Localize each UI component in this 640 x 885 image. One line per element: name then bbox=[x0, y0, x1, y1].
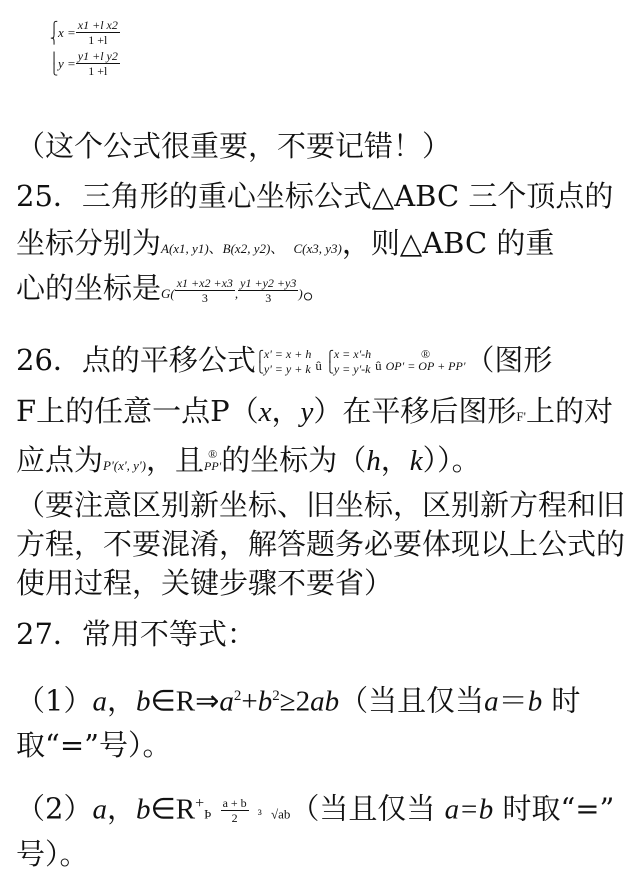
formula-y-row bbox=[50, 49, 120, 78]
ineq-1-cond-b: b bbox=[527, 685, 543, 718]
ineq-2-a: a bbox=[92, 793, 107, 826]
separator-1: 、 bbox=[208, 241, 223, 257]
ineq-1-ab: ab bbox=[310, 685, 340, 718]
brace-sys1-icon: ⎧ ⎩ bbox=[255, 350, 265, 374]
centroid-y-fraction bbox=[238, 276, 298, 305]
item-26-label: 26．点的平移公式 bbox=[16, 343, 256, 377]
ineq-1-tail-2: 时 bbox=[551, 683, 581, 718]
centroid-suffix: ) bbox=[298, 286, 303, 301]
inequality-1-line-1 bbox=[16, 678, 580, 720]
system-1-eq-b: y' = y + k bbox=[263, 362, 311, 376]
centroid-y-numerator: y1 +y2 +y3 bbox=[240, 275, 297, 290]
centroid-prefix: G( bbox=[161, 286, 175, 301]
ineq-1-b-squared: b bbox=[257, 685, 273, 718]
shift-h: h bbox=[366, 445, 381, 477]
item-26-l3-comma: ， bbox=[380, 443, 410, 477]
ineq-2-sqrt: √ab bbox=[271, 806, 291, 822]
item-26-l2-comma: ， bbox=[271, 394, 301, 428]
brace-sys2-icon: ⎧ ⎩ bbox=[325, 350, 335, 374]
item-25-line-2 bbox=[16, 225, 554, 267]
item-26-l2-c: 上的对 bbox=[526, 394, 614, 428]
formula-y-denominator: 1 +l bbox=[88, 64, 108, 78]
item-25-line-2-tail: ，则△ABC 的重 bbox=[341, 226, 555, 260]
inequality-2-line-1 bbox=[16, 786, 614, 833]
ineq-2-prefix: （2） bbox=[16, 791, 93, 826]
vector-equation-text: OP' = OP + PP' bbox=[385, 359, 466, 373]
centroid-y-denominator: 3 bbox=[265, 290, 272, 305]
ineq-2-denominator: 2 bbox=[231, 811, 238, 826]
item-26-l2-b: ）在平移后图形 bbox=[313, 394, 517, 428]
note-2-line-2: 方程，不要混淆，解答题务必要体现以上公式的 bbox=[16, 527, 626, 561]
formula-y-numerator: y1 +l y2 bbox=[77, 49, 118, 63]
ineq-1-mid: ∈R⇒ bbox=[150, 685, 220, 718]
item-25-line-1: 25．三角形的重心坐标公式△ABC 三个顶点的 bbox=[16, 179, 614, 213]
shift-k: k bbox=[409, 445, 423, 477]
item-26-l3-d: ））。 bbox=[422, 443, 481, 477]
vector-pp-prime bbox=[204, 438, 221, 484]
item-26-l2-a: F上的任意一点P（ bbox=[16, 394, 259, 428]
ineq-1-a-squared: a bbox=[219, 685, 234, 718]
formula-x-numerator: x1 +l x2 bbox=[77, 18, 118, 32]
item-26-l3-c: 的坐标为（ bbox=[221, 443, 367, 477]
equivalence-icon-1: û bbox=[315, 358, 322, 373]
centroid-x-numerator: x1 +x2 +x3 bbox=[176, 275, 233, 290]
equivalence-icon-2: û bbox=[375, 358, 382, 373]
centroid-label: 心的坐标是 bbox=[16, 271, 162, 305]
vector-pp-mark-icon: ® bbox=[208, 447, 218, 461]
ineq-2-tail-2: 时取“=” bbox=[502, 791, 615, 826]
item-27-label: 27．常用不等式： bbox=[16, 617, 256, 651]
vector-mark-icon: ® bbox=[420, 347, 431, 361]
ineq-1-tail: （当且仅当 bbox=[339, 683, 485, 718]
formula-x-denominator: 1 +l bbox=[88, 33, 108, 47]
vector-equation bbox=[386, 338, 466, 384]
system-2-eq-b: y = y'-k bbox=[333, 362, 371, 376]
item-26-l3-b: ，且 bbox=[146, 443, 205, 477]
item-25-line-3-tail: 。 bbox=[302, 271, 332, 305]
centroid-x-denominator: 3 bbox=[201, 290, 208, 305]
ineq-1-b: b bbox=[135, 685, 151, 718]
ineq-1-cond-a: a bbox=[484, 685, 499, 718]
centroid-comma: , bbox=[234, 286, 239, 301]
note-important: （这个公式很重要，不要记错！） bbox=[16, 129, 452, 163]
vertex-c: C(x3, y3) bbox=[293, 241, 342, 256]
system-2-eq-a: x = x'-h bbox=[333, 347, 372, 361]
point-x: x bbox=[258, 396, 272, 428]
formula-y-lhs: y = bbox=[58, 55, 76, 71]
item-26-line-2 bbox=[16, 393, 613, 435]
vertex-a: A(x1, y1) bbox=[161, 241, 209, 256]
figure-f-prime: F' bbox=[516, 409, 526, 424]
section-formula-top bbox=[50, 18, 120, 80]
formula-x-row bbox=[50, 18, 120, 47]
implies-icon: Þ bbox=[204, 806, 212, 822]
ineq-2-b: b bbox=[135, 793, 151, 826]
item-25-coords-label: 坐标分别为 bbox=[16, 226, 162, 260]
separator-2: 、 bbox=[270, 241, 285, 257]
ineq-1-plus: + bbox=[241, 685, 258, 718]
brace-top-icon: ⎧ ⎨ bbox=[50, 20, 59, 45]
centroid-x-fraction bbox=[175, 276, 235, 305]
ineq-1-comma: ， bbox=[106, 683, 136, 718]
inequality-2-line-2: 号）。 bbox=[16, 837, 89, 871]
ineq-1-sup-b: 2 bbox=[272, 688, 280, 704]
item-26-line-1 bbox=[16, 338, 552, 384]
ineq-2-mid: ∈R bbox=[150, 793, 196, 826]
item-26-line-3 bbox=[16, 438, 481, 484]
ineq-1-a: a bbox=[92, 685, 107, 718]
ineq-1-prefix: （1） bbox=[16, 683, 93, 718]
ineq-1-sup-a: 2 bbox=[233, 688, 242, 704]
note-2-line-1: （要注意区别新坐标、旧坐标，区别新方程和旧 bbox=[16, 488, 626, 522]
ineq-2-sup: + bbox=[195, 795, 205, 812]
formula-x-fraction bbox=[76, 18, 120, 47]
note-2-line-3: 使用过程，关键步骤不要省） bbox=[16, 566, 394, 600]
translation-system-1 bbox=[264, 347, 311, 377]
ineq-2-numerator: a + b bbox=[222, 796, 247, 811]
point-p-prime: P'(x', y') bbox=[103, 458, 146, 473]
ineq-1-geq: ≥2 bbox=[279, 685, 311, 718]
ineq-1-cond-eq: ＝ bbox=[498, 683, 528, 718]
translation-system-2 bbox=[334, 347, 371, 377]
ineq-2-cond: a=b bbox=[444, 793, 494, 826]
formula-y-fraction bbox=[76, 49, 120, 78]
geq-icon: ³ bbox=[257, 806, 262, 822]
item-25-line-3 bbox=[16, 270, 332, 312]
brace-bottom-icon: ⎪ ⎩ bbox=[50, 51, 59, 76]
system-1-eq-a: x' = x + h bbox=[263, 347, 312, 361]
item-26-line-1-tail: （图形 bbox=[465, 343, 553, 377]
point-y: y bbox=[300, 396, 314, 428]
formula-x-lhs: x = bbox=[58, 24, 76, 40]
ineq-2-fraction bbox=[221, 796, 249, 825]
ineq-2-comma: ， bbox=[106, 791, 136, 826]
vertex-b: B(x2, y2) bbox=[222, 241, 271, 256]
vector-pp-text: PP' bbox=[204, 459, 222, 473]
inequality-1-line-2: 取“=”号）。 bbox=[16, 728, 172, 762]
item-26-l3-a: 应点为 bbox=[16, 443, 104, 477]
ineq-2-tail: （当且仅当 bbox=[290, 791, 436, 826]
